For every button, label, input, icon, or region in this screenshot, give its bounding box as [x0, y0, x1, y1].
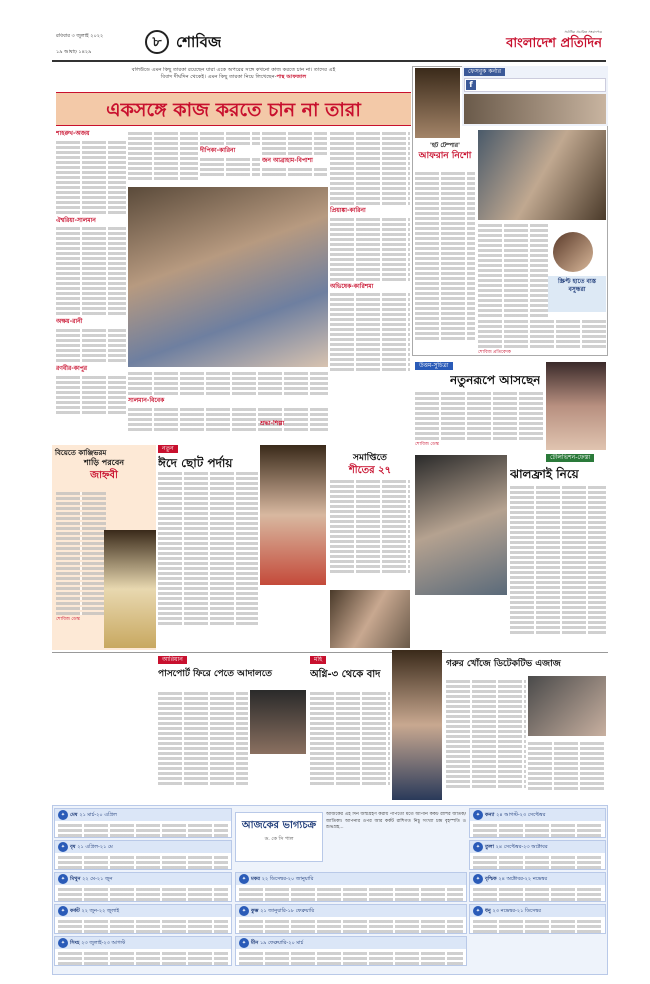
eid-photo — [260, 445, 326, 585]
passport-kicker: আরিয়ান — [158, 656, 187, 664]
lead-column-1 — [56, 130, 126, 440]
section-title: শোবিজ — [176, 33, 222, 51]
logo-wordmark: বাংলাদেশ প্রতিদিন — [506, 35, 602, 51]
lead-photo-collage — [128, 187, 328, 367]
facebook-header-bar — [464, 78, 606, 92]
sign-name: কুম্ভ — [251, 908, 261, 914]
sign-name: মেষ — [70, 812, 80, 818]
subhead: রণবীর-কাপুর — [56, 365, 88, 373]
lead-intro: বলিউডে এমন কিছু তারকা রয়েছেন যারা একে অপরের সঙ্গে কখনো কাজ করতে চান না। তাদের এই বিবাদ দীর্ঘদিন থেকেই। এমন কিছু তারকা নিয়ে লিখেছেন-পান্থ আফজাল — [131, 67, 336, 81]
facebook-icon: f — [466, 80, 476, 90]
masthead-rule — [52, 60, 606, 62]
logo — [490, 30, 602, 54]
sign-body — [470, 885, 605, 904]
janhvi-body — [56, 490, 106, 640]
sign-body — [470, 821, 605, 840]
sign-header — [470, 873, 605, 885]
agni-title: অগ্নি-৩ থেকে বাদ — [310, 669, 381, 681]
masthead — [0, 0, 650, 64]
logo-tagline: সর্বাধিক প্রচারিত সংবাদপত্র — [564, 30, 602, 34]
jhalfrai-title: ঝালফ্রাই নিয়ে — [510, 467, 579, 481]
horoscope-sign — [235, 872, 467, 902]
aryan-photo — [250, 690, 306, 754]
zodiac-icon: ✦ — [239, 906, 249, 916]
samapti-body — [330, 478, 410, 588]
zodiac-icon: ✦ — [473, 906, 483, 916]
sign-body — [470, 917, 605, 936]
sign-name: বৃশ্চিক — [485, 876, 499, 882]
subhead: শাহরুখ-অজয় — [56, 130, 90, 137]
hot-title: 'হট টেম্পার' আফরান নিশো — [418, 142, 472, 162]
zodiac-icon: ✦ — [58, 874, 68, 884]
horoscope-sign — [235, 904, 467, 934]
sign-body — [55, 949, 231, 968]
samapti-title: সমাপ্তিতে শীতের ২৭ — [348, 453, 392, 477]
sign-header — [55, 873, 231, 885]
facebook-corner — [462, 66, 608, 126]
sign-name: মিথুন — [70, 876, 83, 882]
horoscope-sign — [235, 936, 467, 966]
lead-column-5 — [330, 130, 410, 440]
zodiac-icon: ✦ — [58, 810, 68, 820]
horoscope-sign — [54, 840, 232, 870]
notun-body — [415, 390, 545, 450]
jhalfrai-photo — [415, 455, 507, 595]
samapti-photo — [330, 590, 410, 648]
sign-body — [470, 853, 605, 872]
agni-kicker: মহি — [310, 656, 326, 664]
agni-body — [310, 690, 390, 800]
subhead: ঐশ্বরিয়া-সালমান — [56, 216, 96, 224]
sign-body — [236, 917, 466, 936]
sign-header — [55, 937, 231, 949]
sign-name: মকর — [251, 876, 262, 882]
facebook-post-image — [464, 94, 606, 124]
sign-range: ১৯ ফেব্রুয়ারি-২০ মার্চ — [259, 940, 304, 946]
notun-title: নতুনরূপে আসছেন — [450, 373, 541, 387]
sign-body — [55, 885, 231, 904]
sign-name: বৃষ — [70, 844, 78, 850]
subhead: অভিষেক-কারিশমা — [330, 282, 374, 290]
sign-name: কন্যা — [485, 812, 497, 818]
page-number: ৮ — [145, 30, 169, 54]
subhead: প্রিয়াঙ্কা-কারিনা — [330, 207, 366, 214]
sign-header — [236, 905, 466, 917]
date-line: রবিবার ৩ জুলাই ২০২২ — [56, 33, 104, 39]
sign-header — [470, 841, 605, 853]
sign-range: ২৪ আগস্ট-২৩ সেপ্টেম্বর — [496, 812, 546, 818]
janhvi-title-2: জাহ্নবী — [90, 470, 118, 482]
jhalfrai-body — [510, 484, 606, 644]
hot-body-3 — [478, 318, 606, 354]
hot-body — [415, 170, 475, 350]
sign-header — [55, 841, 231, 853]
sign-header — [236, 873, 466, 885]
sign-header — [236, 937, 466, 949]
passport-body — [158, 690, 248, 800]
zodiac-icon: ✦ — [239, 874, 249, 884]
eid-title: ঈদে ছোট পর্দায় — [158, 456, 233, 471]
lead-subhead-shraddha: শ্রদ্ধা-শিল্পা — [260, 420, 285, 427]
horoscope-sign — [54, 904, 232, 934]
sign-range: ২৪ অক্টোবর-২২ নভেম্বর — [498, 876, 548, 882]
facebook-corner-title: ফেসবুক কর্নার — [464, 68, 505, 76]
janhvi-kicker: বিয়েতে কাঞ্জিভরম — [55, 449, 107, 457]
date-line-bangla: ১৯ আষাঢ় ১৪২৯ — [56, 49, 92, 55]
divider — [52, 652, 608, 653]
lead-byline: পান্থ আফজাল — [276, 74, 307, 81]
garu-body — [446, 678, 526, 798]
sign-body — [55, 821, 231, 840]
zodiac-icon: ✦ — [58, 842, 68, 852]
sign-range: ২২ ডিসেম্বর-২০ জানুয়ারি — [261, 876, 314, 882]
sign-body — [236, 885, 466, 904]
horoscope-sign — [469, 904, 606, 934]
horoscope-sign — [469, 872, 606, 902]
hot-body-2 — [478, 222, 548, 322]
sign-header — [470, 809, 605, 821]
garu-body-2 — [528, 740, 606, 800]
eid-body — [158, 470, 258, 650]
zodiac-icon: ✦ — [239, 938, 249, 948]
lead-column-6 — [128, 370, 328, 440]
subhead: অক্ষয়-রানী — [56, 318, 83, 326]
subhead: সালমান-বিবেক — [128, 397, 165, 404]
mahi-photo — [392, 650, 442, 800]
subhead: জন আব্রাহাম-বিপাশা — [262, 157, 313, 164]
bashundhara-photo — [553, 232, 593, 272]
lead-column-3 — [200, 130, 260, 185]
lead-headline: একসঙ্গে কাজ করতে চান না তারা — [56, 92, 411, 126]
janhvi-photo — [104, 530, 156, 648]
eid-kicker: নতুন — [158, 445, 404, 453]
sign-range: ২৩ নভেম্বর-২১ ডিসেম্বর — [492, 908, 542, 914]
sign-name: তুলা — [485, 844, 496, 850]
horoscope-sign — [54, 936, 232, 966]
passport-section — [158, 656, 308, 680]
notun-photo — [546, 362, 606, 450]
garu-title: গরুর খোঁজে ডিটেকটিভ এজাজ — [446, 659, 561, 669]
janhvi-title-1: শাড়ি পরবেন — [83, 458, 125, 468]
jhalfrai-kicker: টেলিভিশন-ফেস্তা — [546, 454, 594, 462]
zodiac-icon: ✦ — [473, 810, 483, 820]
notun-credit: শোবিজ ডেস্ক — [415, 442, 439, 447]
sign-name: মীন — [251, 940, 260, 946]
sign-body — [236, 949, 466, 968]
hot-photo-group — [478, 130, 606, 220]
ejaz-photo — [528, 676, 606, 736]
horoscope-title-box: আজকের ভাগ্যচক্র ড. কে সি পাল — [235, 812, 323, 862]
sign-range: ২৩ জুলাই-২৩ আগস্ট — [81, 940, 126, 946]
zodiac-icon: ✦ — [58, 906, 68, 916]
sign-body — [55, 853, 231, 872]
sign-range: ২১ এপ্রিল-২১ মে — [77, 844, 113, 850]
sign-body — [55, 917, 231, 936]
zodiac-icon: ✦ — [473, 842, 483, 852]
sign-name: সিংহ — [70, 940, 82, 946]
notun-kicker: উত্তম-সুচিত্রা — [415, 362, 453, 370]
sign-range: ২১ মার্চ-২০ এপ্রিল — [79, 812, 117, 818]
subhead: দীপিকা-কারিনা — [200, 147, 236, 154]
horoscope-sign — [54, 872, 232, 902]
sign-range: ২১ জানুয়ারি-১৮ ফেব্রুয়ারি — [260, 908, 315, 914]
sign-range: ২২ জুন-২২ জুলাই — [81, 908, 120, 914]
sign-header — [470, 905, 605, 917]
janhvi-credit: শোবিজ ডেস্ক — [56, 617, 80, 622]
lead-column-4 — [262, 130, 327, 185]
hot-credit: শোবিজ প্রতিবেদক — [478, 350, 511, 354]
sign-header — [55, 809, 231, 821]
passport-title: পাসপোর্ট ফিরে পেতে আদালতে — [158, 669, 273, 680]
zodiac-icon: ✦ — [473, 874, 483, 884]
sign-name: ধনু — [485, 908, 493, 914]
sign-name: কর্কট — [70, 908, 82, 914]
nisho-photo — [415, 68, 460, 138]
lead-column-2 — [128, 130, 198, 185]
sign-header — [55, 905, 231, 917]
horoscope-sign — [54, 808, 232, 838]
sign-range: ২৪ সেপ্টেম্বর-২৩ অক্টোবর — [495, 844, 548, 850]
horoscope-sign — [469, 808, 606, 838]
zodiac-icon: ✦ — [58, 938, 68, 948]
hot-caption-box: স্ক্রিপ্ট হাতে ব্যস্ত বসুন্ধরা — [548, 276, 606, 312]
horoscope-intro: আজকের এই দিন জন্মগ্রহণ করায় পাপতো মতে আপনি কর্কট রাশির জাতক/জাতিকা। আপনার ওপর আর কর্কট রাশিগত নিচু সংখ্যা চন্দ্র বৃহস্পতি ও শুভগ্রহ... — [326, 812, 466, 831]
sign-range: ২২ মে-২১ জুন — [82, 876, 113, 882]
horoscope-sign — [469, 840, 606, 870]
